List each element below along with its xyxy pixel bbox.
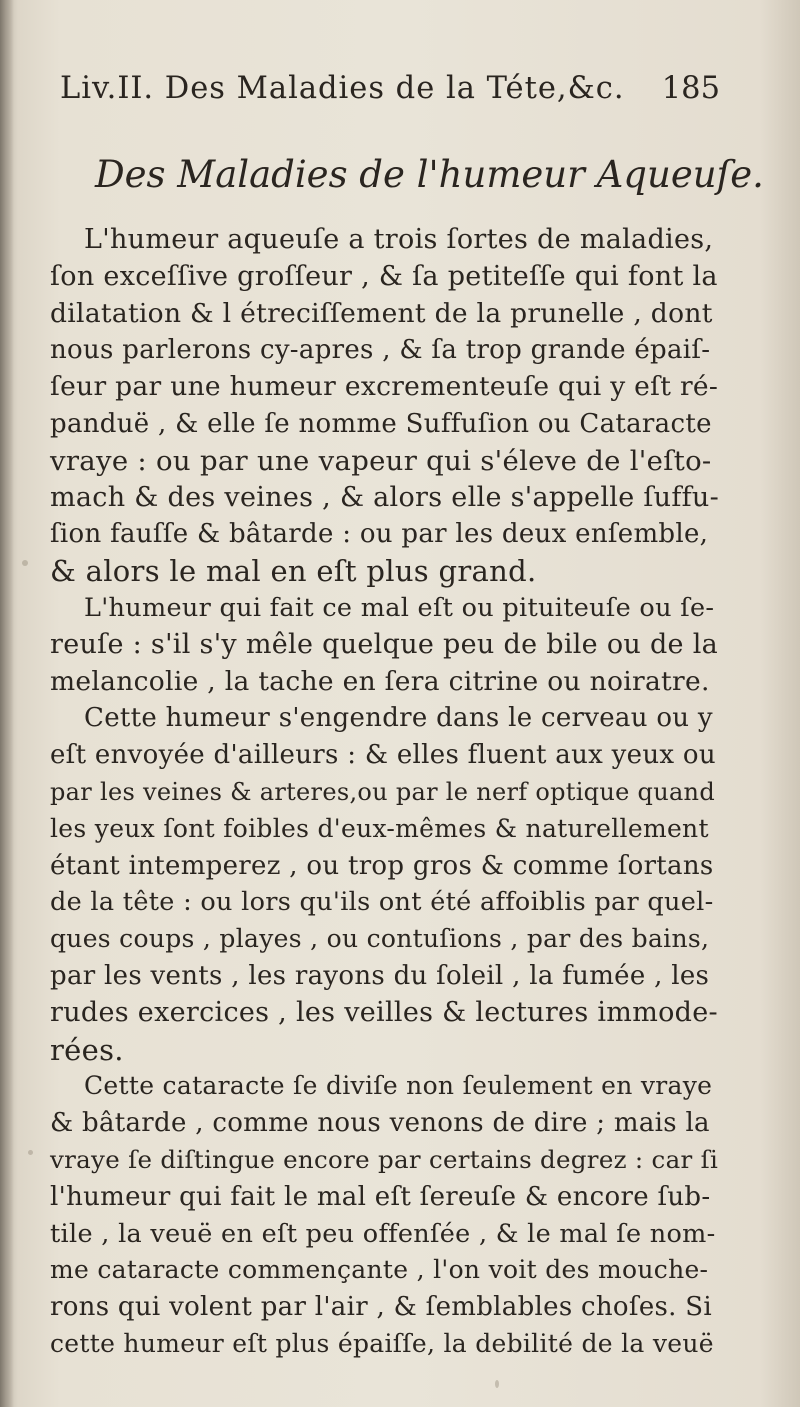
text-line: les yeux ſont foibles d'eux-mêmes & naturellement <box>50 813 709 843</box>
page-number: 185 <box>661 71 720 106</box>
text-line: tile , la veuë en eſt peu offenſée , & le mal ſe nom- <box>50 1218 716 1249</box>
running-head: Liv.II. Des Maladies de la Téte,&c. <box>60 71 625 106</box>
binding-gutter <box>0 0 14 1407</box>
text-line: Cette humeur s'engendre dans le cerveau ou y <box>84 703 713 734</box>
text-line: de la tête : ou lors qu'ils ont été affoiblis par quel- <box>50 887 714 918</box>
body-text <box>50 222 720 1363</box>
text-line: & alors le mal en eſt plus grand. <box>50 554 537 589</box>
text-line: cette humeur eſt plus épaiſſe, la debilité de la veuë <box>50 1328 714 1358</box>
text-line: étant intemperez , ou trop gros & comme ſortans <box>50 850 714 881</box>
text-line: vraye : ou par une vapeur qui s'éleve de l'eſto- <box>50 444 712 477</box>
text-line: par les vents , les rayons du ſoleil , la fumée , les <box>50 960 710 991</box>
text-line: & bâtarde , comme nous venons de dire ; mais la <box>50 1108 710 1139</box>
text-line: ſon exceſſive groſſeur , & ſa petiteſſe qui font la <box>50 260 718 292</box>
paper-spot <box>22 560 28 566</box>
text-line: me cataracte commençante , l'on voit des mouche- <box>50 1255 709 1285</box>
text-line: ques coups , playes , ou contuſions , par des bains, <box>50 924 710 954</box>
paper-spot <box>495 1380 499 1388</box>
text-line: Cette cataracte ſe diviſe non ſeulement en vraye <box>84 1071 713 1101</box>
text-line: nous parlerons cy-apres , & ſa trop grande épaiſ- <box>50 335 711 366</box>
text-line: L'humeur aqueuſe a trois ſortes de maladies, <box>84 224 714 255</box>
text-line: vraye ſe diſtingue encore par certains degrez : car ſi <box>50 1144 719 1174</box>
text-line: rudes exercices , les veilles & lectures immode- <box>50 996 718 1028</box>
paper-spot <box>28 1150 33 1155</box>
section-title: Des Maladies de l'humeur Aqueuſe. <box>95 153 764 196</box>
text-line: rons qui volent par l'air , & ſemblables choſes. Si <box>50 1292 712 1323</box>
text-line: ſeur par une humeur excrementeuſe qui y eſt ré- <box>50 371 719 403</box>
text-line: panduë , & elle ſe nomme Suffuſion ou Cataracte <box>50 408 712 439</box>
text-line: melancolie , la tache en ſera citrine ou noiratre. <box>50 665 710 697</box>
text-line: l'humeur qui fait le mal eſt ſereuſe & encore ſub- <box>50 1181 711 1212</box>
text-line: dilatation & l étreciſſement de la prunelle , dont <box>50 297 713 329</box>
text-line: L'humeur qui fait ce mal eſt ou pituiteuſe ou ſe- <box>84 592 715 623</box>
text-line: eſt envoyée d'ailleurs : & elles fluent aux yeux ou <box>50 740 716 771</box>
running-header <box>60 62 720 116</box>
text-line: mach & des veines , & alors elle s'appelle ſuffu- <box>50 481 720 513</box>
text-line: rées. <box>50 1032 124 1067</box>
text-line: ſion fauſſe & bâtarde : ou par les deux enſemble, <box>50 519 709 550</box>
text-line: reuſe : s'il s'y mêle quelque peu de bile ou de la <box>50 628 719 660</box>
text-line: par les veines & arteres,ou par le nerf optique quand <box>50 777 715 806</box>
